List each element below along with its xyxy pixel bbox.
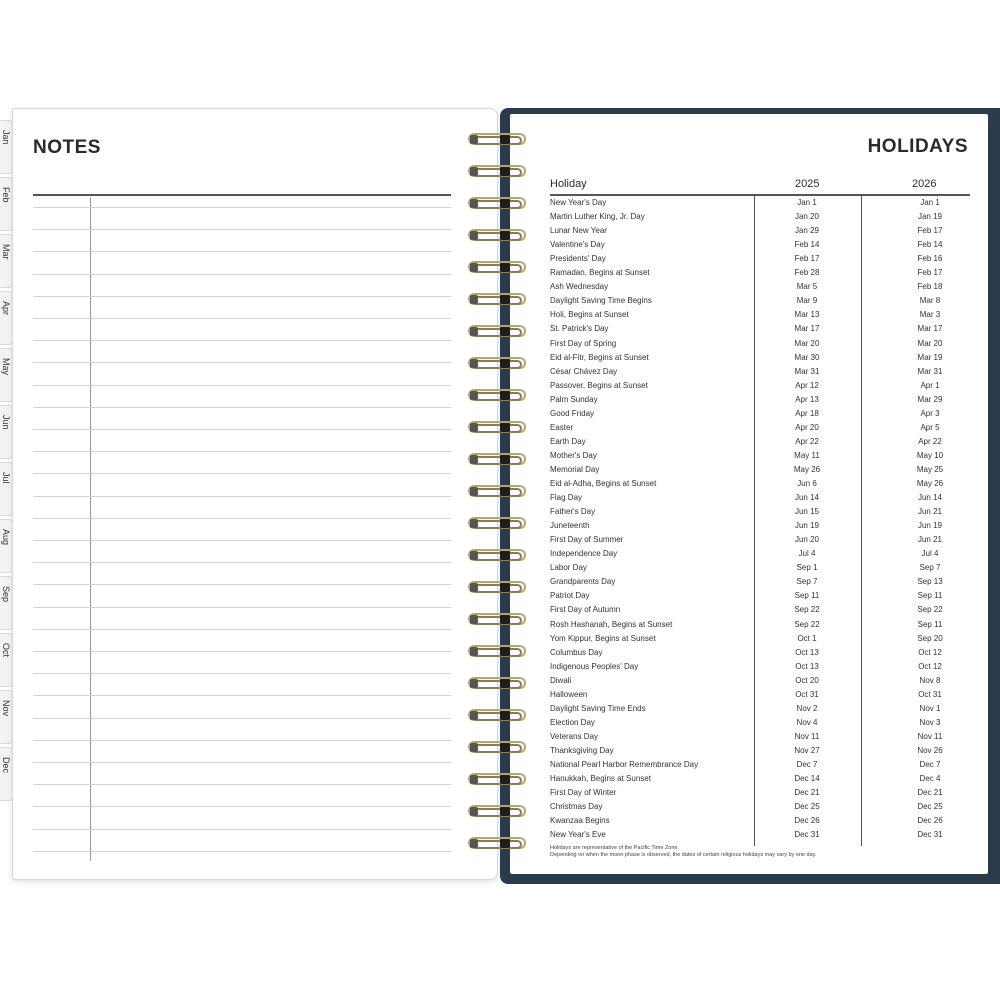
holiday-name: Ramadan, Begins at Sunset [550, 268, 650, 278]
notes-line [33, 407, 451, 408]
holiday-date-2026: Nov 11 [917, 731, 943, 741]
holiday-date-2026: Jun 21 [917, 507, 943, 517]
holiday-date-2026: Dec 26 [917, 816, 943, 826]
holiday-date-2026: Jan 1 [920, 198, 940, 207]
spiral-binding [462, 130, 536, 870]
holiday-row [550, 421, 970, 435]
holiday-name: First Day of Autumn [550, 605, 621, 615]
month-tab-label: Mar [1, 244, 11, 260]
spiral-ring [462, 834, 534, 852]
holiday-date-2025: Apr 18 [795, 408, 819, 418]
holiday-date-2026: Oct 31 [918, 689, 942, 699]
notes-line [33, 385, 451, 386]
holiday-date-2025: Dec 25 [794, 802, 820, 812]
holiday-row [550, 618, 970, 632]
holiday-date-2026: Jun 14 [917, 493, 943, 503]
holiday-name: Easter [550, 422, 574, 432]
header-year-2026: 2026 [912, 178, 937, 190]
spiral-ring [462, 514, 534, 532]
holiday-row [550, 547, 970, 561]
holiday-date-2025: Dec 31 [794, 830, 820, 840]
holiday-name: Passover, Begins at Sunset [550, 380, 648, 390]
holiday-row [550, 379, 970, 393]
holiday-row [550, 407, 970, 421]
holiday-date-2025: Oct 13 [795, 647, 819, 657]
holiday-date-2025: Mar 9 [796, 296, 818, 306]
holiday-row [550, 800, 970, 814]
holiday-name: Ash Wednesday [550, 282, 609, 292]
holiday-date-2026: Mar 20 [917, 338, 943, 348]
holiday-row [550, 589, 970, 603]
holiday-name: Good Friday [550, 408, 595, 418]
holiday-date-2026: Nov 8 [919, 675, 941, 685]
holiday-row [550, 716, 970, 730]
holiday-date-2026: Feb 16 [917, 254, 943, 264]
notes-line [33, 851, 451, 852]
spiral-ring [462, 386, 534, 404]
holiday-date-2026: Feb 14 [917, 240, 943, 250]
holiday-row [550, 266, 970, 280]
holiday-name: Presidents' Day [550, 254, 606, 264]
holiday-row [550, 196, 970, 210]
spiral-ring [462, 450, 534, 468]
month-tab-label: Feb [1, 187, 11, 203]
holiday-date-2025: Sep 7 [796, 577, 818, 587]
spiral-ring [462, 290, 534, 308]
holiday-date-2025: Dec 26 [794, 816, 820, 826]
notes-line [33, 718, 451, 719]
holiday-date-2025: Dec 7 [796, 760, 818, 769]
holiday-name: Independence Day [550, 549, 618, 559]
holiday-row [550, 575, 970, 589]
holiday-date-2025: Jun 19 [794, 521, 820, 531]
spiral-ring [462, 642, 534, 660]
holiday-row [550, 224, 970, 238]
holiday-name: Labor Day [550, 563, 587, 573]
notes-line [33, 207, 451, 208]
holiday-name: Grandparents Day [550, 577, 616, 587]
holiday-row [550, 828, 970, 842]
spiral-ring [462, 482, 534, 500]
holiday-date-2025: Apr 22 [795, 436, 819, 446]
holiday-date-2025: Sep 11 [794, 591, 820, 601]
holiday-date-2025: Dec 14 [794, 774, 820, 784]
holiday-date-2026: May 25 [916, 464, 944, 474]
holiday-date-2025: Apr 13 [795, 394, 819, 404]
holiday-date-2025: Mar 20 [794, 338, 820, 348]
holiday-date-2026: Dec 31 [917, 830, 943, 840]
spiral-ring [462, 130, 534, 148]
holiday-date-2026: Apr 5 [920, 422, 940, 432]
notes-title: NOTES [33, 137, 101, 158]
month-tab-label: Jun [1, 415, 11, 430]
holiday-row [550, 688, 970, 702]
notes-line [33, 362, 451, 363]
holiday-date-2026: Apr 1 [920, 380, 940, 390]
holiday-date-2025: Mar 17 [794, 324, 820, 334]
notes-header-rule [33, 194, 451, 196]
holiday-row [550, 632, 970, 646]
holiday-name: Hanukkah, Begins at Sunset [550, 774, 651, 784]
holiday-name: Kwanzaa Begins [550, 816, 610, 826]
notes-line [33, 318, 451, 319]
holiday-date-2026: Jan 19 [917, 212, 943, 222]
holiday-row [550, 730, 970, 744]
notes-line [33, 629, 451, 630]
spiral-ring [462, 162, 534, 180]
notes-line [33, 562, 451, 563]
holiday-date-2025: Oct 31 [795, 689, 819, 699]
holiday-name: First Day of Summer [550, 535, 624, 545]
holiday-date-2026: Mar 31 [917, 366, 943, 376]
holiday-name: Valentine's Day [550, 240, 605, 250]
notes-line [33, 651, 451, 652]
month-tab-label: Nov [1, 700, 11, 717]
header-holiday: Holiday [550, 178, 587, 190]
holiday-date-2026: Sep 22 [917, 605, 943, 615]
holiday-name: Father's Day [550, 507, 596, 517]
month-tab-label: Oct [1, 643, 11, 658]
holiday-name: Earth Day [550, 436, 586, 446]
holiday-name: Rosh Hashanah, Begins at Sunset [550, 619, 673, 629]
holiday-date-2026: Sep 13 [917, 577, 943, 587]
holiday-row [550, 294, 970, 308]
notes-line [33, 229, 451, 230]
holiday-date-2025: Nov 2 [796, 703, 818, 713]
holiday-row [550, 449, 970, 463]
month-tab-label: Jul [1, 472, 11, 484]
holiday-row [550, 660, 970, 674]
holiday-name: Daylight Saving Time Ends [550, 703, 646, 713]
holidays-page [510, 114, 988, 874]
holiday-name: Patriot Day [550, 591, 590, 601]
holiday-row [550, 561, 970, 575]
spiral-ring [462, 418, 534, 436]
holiday-name: Memorial Day [550, 464, 600, 474]
holiday-name: Election Day [550, 717, 595, 727]
notes-line [33, 251, 451, 252]
notes-lines [33, 197, 451, 861]
holiday-date-2025: Sep 1 [796, 563, 818, 573]
holiday-date-2026: Sep 7 [919, 563, 941, 573]
notes-line [33, 540, 451, 541]
footnote-line-2: Depending on when the moon phase is observed, the dates of certain religious holidays may vary by one day. [550, 852, 817, 858]
notes-line [33, 429, 451, 430]
holiday-name: Halloween [550, 689, 588, 699]
holiday-date-2025: Apr 12 [795, 380, 819, 390]
holiday-row [550, 280, 970, 294]
holiday-name: First Day of Winter [550, 788, 617, 798]
holiday-name: New Year's Eve [550, 830, 606, 840]
holiday-name: Martin Luther King, Jr. Day [550, 212, 645, 222]
holiday-row [550, 393, 970, 407]
holiday-row [550, 702, 970, 716]
holiday-date-2025: Feb 28 [794, 268, 820, 278]
holiday-row [550, 744, 970, 758]
month-tab-label: Jan [1, 130, 11, 145]
spiral-ring [462, 610, 534, 628]
notes-line [33, 784, 451, 785]
holiday-row [550, 365, 970, 379]
spiral-ring [462, 194, 534, 212]
holiday-date-2026: Dec 4 [919, 774, 941, 784]
holiday-date-2025: Oct 1 [797, 633, 817, 643]
holiday-date-2026: Sep 11 [917, 591, 943, 601]
holiday-date-2026: Oct 12 [918, 647, 942, 657]
holiday-date-2025: Jan 29 [794, 226, 820, 236]
holiday-date-2025: Jun 20 [794, 535, 820, 545]
holiday-date-2026: May 10 [916, 450, 944, 460]
holiday-date-2026: Jun 21 [917, 535, 943, 545]
holiday-date-2025: Jul 4 [798, 549, 816, 559]
month-tab-label: Aug [1, 529, 11, 546]
holiday-name: Diwali [550, 675, 572, 685]
holiday-row [550, 505, 970, 519]
holiday-row [550, 322, 970, 336]
holiday-date-2025: Jan 20 [794, 212, 820, 222]
notes-line [33, 518, 451, 519]
holiday-name: Indigenous Peoples' Day [550, 661, 639, 671]
spiral-ring [462, 322, 534, 340]
holiday-date-2026: Mar 29 [917, 394, 943, 404]
spiral-ring [462, 770, 534, 788]
holiday-date-2025: Mar 31 [794, 366, 820, 376]
holiday-date-2025: Sep 22 [794, 619, 820, 629]
holiday-date-2026: Feb 17 [917, 268, 943, 278]
holiday-name: Juneteenth [550, 521, 590, 531]
holiday-date-2026: Feb 17 [917, 226, 943, 236]
holiday-date-2026: Sep 20 [917, 633, 943, 643]
notes-line [33, 451, 451, 452]
holiday-date-2025: May 26 [793, 464, 821, 474]
holiday-date-2025: Mar 30 [794, 352, 820, 362]
holiday-date-2026: Feb 18 [917, 282, 943, 292]
holiday-date-2025: Mar 13 [794, 310, 820, 320]
holiday-name: César Chávez Day [550, 366, 618, 376]
holiday-row [550, 603, 970, 617]
notes-page [12, 108, 498, 880]
holiday-date-2025: Mar 5 [796, 282, 818, 292]
holiday-row [550, 772, 970, 786]
holiday-date-2026: Apr 22 [918, 436, 942, 446]
holiday-date-2026: Nov 3 [919, 717, 941, 727]
holiday-date-2025: Dec 21 [794, 788, 820, 798]
month-tab-label: May [1, 358, 11, 376]
holiday-row [550, 786, 970, 800]
holiday-name: Thanksgiving Day [550, 745, 614, 755]
holiday-row [550, 435, 970, 449]
holiday-name: Columbus Day [550, 647, 603, 657]
notes-line [33, 829, 451, 830]
holiday-row [550, 758, 970, 772]
holiday-name: St. Patrick's Day [550, 324, 609, 334]
holiday-date-2025: Apr 20 [795, 422, 819, 432]
holiday-date-2026: Sep 11 [917, 619, 943, 629]
holiday-date-2025: Nov 11 [794, 731, 820, 741]
holiday-date-2025: May 11 [794, 450, 820, 460]
holiday-row [550, 674, 970, 688]
holiday-date-2025: Oct 20 [795, 675, 819, 685]
holiday-name: Veterans Day [550, 731, 599, 741]
spiral-ring [462, 354, 534, 372]
notes-line [33, 607, 451, 608]
header-year-2025: 2025 [795, 178, 820, 190]
month-tab-label: Apr [1, 301, 11, 316]
holiday-name: First Day of Spring [550, 338, 617, 348]
spiral-ring [462, 578, 534, 596]
spiral-ring [462, 258, 534, 276]
holiday-row [550, 533, 970, 547]
holiday-date-2026: Mar 19 [917, 352, 943, 362]
holiday-date-2026: Nov 1 [919, 703, 941, 713]
holiday-name: Eid al-Adha, Begins at Sunset [550, 479, 657, 488]
holiday-row [550, 646, 970, 660]
holiday-date-2025: Jan 1 [797, 198, 817, 207]
holiday-row [550, 210, 970, 224]
holiday-row [550, 337, 970, 351]
holiday-name: Eid al-Fitr, Begins at Sunset [550, 352, 649, 362]
holiday-date-2026: Mar 17 [917, 324, 943, 334]
holiday-date-2025: Jun 6 [797, 479, 817, 488]
holiday-row [550, 252, 970, 266]
spiral-ring [462, 706, 534, 724]
notes-line [33, 473, 451, 474]
holiday-date-2025: Nov 27 [794, 745, 820, 755]
spiral-ring [462, 546, 534, 564]
holiday-row [550, 238, 970, 252]
holiday-date-2025: Nov 4 [796, 717, 818, 727]
holiday-date-2025: Sep 22 [794, 605, 820, 615]
holiday-row [550, 463, 970, 477]
holiday-date-2026: Dec 7 [919, 760, 941, 769]
holiday-name: National Pearl Harbor Remembrance Day [550, 760, 699, 769]
holiday-date-2025: Oct 13 [795, 661, 819, 671]
spiral-ring [462, 674, 534, 692]
month-tab-label: Sep [1, 586, 11, 603]
holiday-name: New Year's Day [550, 198, 607, 207]
holiday-date-2025: Jun 14 [794, 493, 820, 503]
holiday-name: Flag Day [550, 493, 583, 503]
notes-line [33, 695, 451, 696]
holiday-date-2026: May 26 [916, 479, 944, 488]
notes-line [33, 496, 451, 497]
holiday-name: Christmas Day [550, 802, 603, 812]
holidays-title: HOLIDAYS [867, 136, 968, 157]
spiral-ring [462, 802, 534, 820]
holiday-date-2026: Dec 25 [917, 802, 943, 812]
holiday-row [550, 814, 970, 828]
holiday-date-2026: Nov 26 [917, 745, 943, 755]
holiday-date-2026: Dec 21 [917, 788, 943, 798]
holiday-name: Mother's Day [550, 450, 597, 460]
notes-line [33, 584, 451, 585]
holiday-date-2026: Apr 3 [920, 408, 940, 418]
holiday-date-2026: Jun 19 [917, 521, 943, 531]
notes-line [33, 762, 451, 763]
footnote [550, 845, 970, 859]
holiday-row [550, 491, 970, 505]
holiday-date-2025: Feb 14 [794, 240, 820, 250]
holiday-name: Holi, Begins at Sunset [550, 310, 629, 320]
holiday-name: Yom Kippur, Begins at Sunset [550, 633, 656, 643]
notes-line [33, 806, 451, 807]
holiday-name: Lunar New Year [550, 226, 607, 236]
notes-line [33, 673, 451, 674]
holiday-date-2026: Jul 4 [921, 549, 939, 559]
notes-line [33, 740, 451, 741]
notes-line [33, 340, 451, 341]
holiday-row [550, 519, 970, 533]
holiday-name: Palm Sunday [550, 394, 598, 404]
notes-line [33, 296, 451, 297]
holiday-row [550, 477, 970, 491]
holiday-date-2026: Mar 3 [919, 310, 941, 320]
holiday-name: Daylight Saving Time Begins [550, 296, 652, 306]
holiday-date-2026: Mar 8 [919, 296, 941, 306]
spiral-ring [462, 226, 534, 244]
holiday-row [550, 351, 970, 365]
notes-line [33, 274, 451, 275]
month-tab-label: Dec [1, 757, 11, 774]
footnote-line-1: Holidays are representative of the Pacific Time Zone. [550, 845, 680, 851]
holiday-date-2026: Oct 12 [918, 661, 942, 671]
holiday-date-2025: Jun 15 [794, 507, 820, 517]
holiday-row [550, 308, 970, 322]
spiral-ring [462, 738, 534, 756]
holiday-date-2025: Feb 17 [794, 254, 820, 264]
